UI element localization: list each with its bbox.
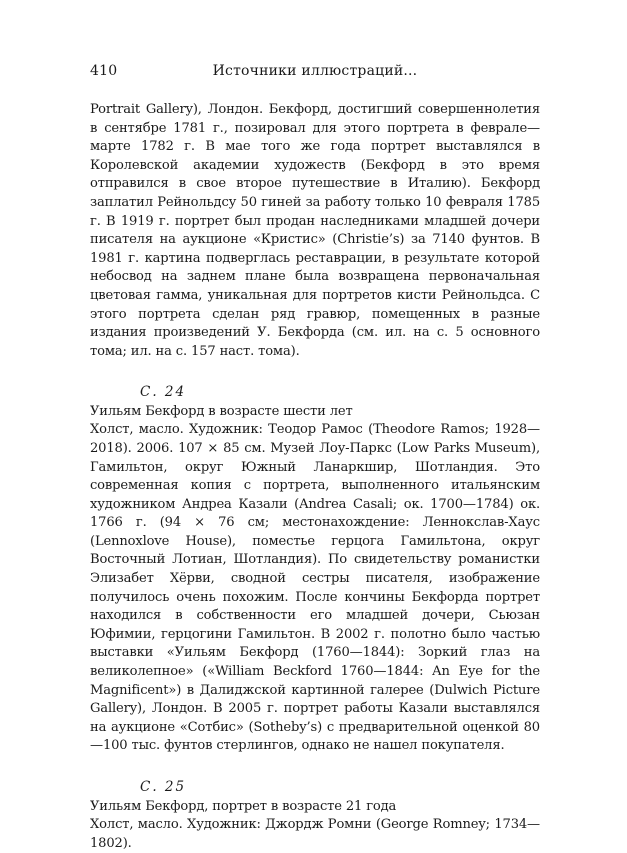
illustration-entry [90,778,540,853]
entry-page-label: С. 24 [140,384,187,401]
entry-title: Уильям Бекфорд в возрасте шести лет [90,404,353,420]
entry-page-label: С. 25 [140,779,187,795]
entry-description: Холст, масло. Художник: Теодор Рамос (Theodore Ramos; 1928—2018). 2006. 107 × 85 см. Музей Лоу-Паркс (Low Parks Museum), Гамильтон, округ Южный Ланаркшир, Шотландия. Это современная копия с портрета, выполненного итальянским художником Андреа Казали (Andrea Casali; ок. 1700—1784) ок. 1766 г. (94 × 76 см; местонахождение: Леннокслав-Хаус (Lennoxlove House), поместье герцога Гамильтона, округ Восточный Лотиан, Шотландия). По свидетельству романистки Элизабет Хёрви, сводной сестры писателя, изображение получилось очень похожим. После кончины Бекфорда портрет находился в собственности его младшей дочери, Сьюзан Юфимии, герцогини Гамильтон. В 2002 г. полотно было частью выставки «Уильям Бекфорд (1760—1844): Зоркий глаз на великолепное» («William Beckford 1760—1844: An Eye for the Magnificent») в Далиджской картинной галерее (Dulwich Picture Gallery), Лондон. В 2005 г. портрет работы Казали выставлялся на аукционе «Сотбис» (Sotheby’s) с предварительной оценкой 80—100 тыс. фунтов стерлингов, однако не нашел покупателя. [90,422,540,754]
entry-description: Холст, масло. Художник: Джордж Ромни (George Romney; 1734—1802). [90,817,540,851]
illustration-entry [90,383,540,756]
intro-paragraph: Portrait Gallery), Лондон. Бекфорд, достигший совершеннолетия в сентябре 1781 г., позировал для этого портрета в феврале—марте 1782 г. В мае того же года портрет выставлялся в Королевской академии художеств (Бекфорд в это время отправился в свое второе путешествие в Италию). Бекфорд заплатил Рейнольдсу 50 гиней за работу только 10 февраля 1785 г. В 1919 г. портрет был продан наследниками младшей дочери писателя на аукционе «Кристис» (Christie’s) за 7140 фунтов. В 1981 г. картина подверглась реставрации, в результате которой небосвод на заднем плане была возвращена первоначальная цветовая гамма, уникальная для портретов кисти Рейнольдса. С этого портрета сделан ряд гравюр, помещенных в разные издания произведений У. Бекфорда (см. ил. на с. 5 основного тома; ил. на с. 157 наст. тома). [90,102,540,359]
running-title: Источники иллюстраций... [212,63,418,79]
entry-title: Уильям Бекфорд, портрет в возрасте 21 года [90,799,397,814]
page-body [90,101,540,853]
page-number: 410 [90,63,118,79]
